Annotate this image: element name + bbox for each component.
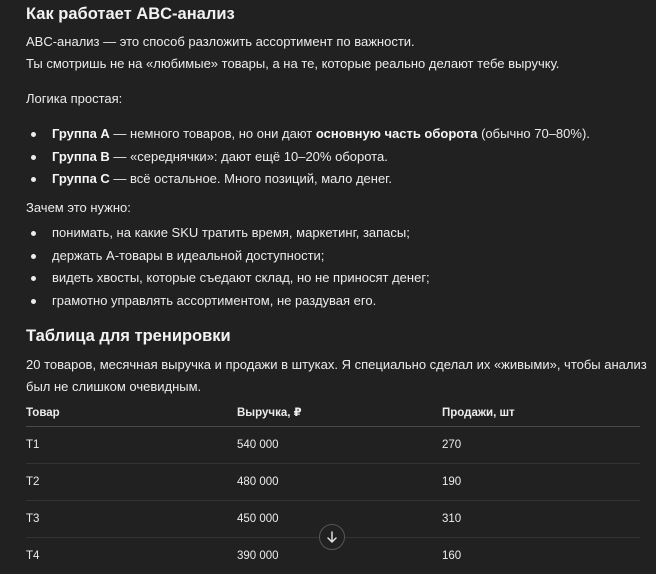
column-header-revenue: Выручка, ₽ (237, 407, 302, 419)
cell-sales: 160 (442, 550, 462, 562)
section-title-abc: Как работает ABC-анализ (26, 5, 235, 23)
cell-product: T3 (26, 513, 40, 525)
bullet-icon (31, 155, 36, 160)
group-text: — «середнячки»: дают ещё 10–20% оборота. (109, 148, 388, 164)
why-list (26, 222, 430, 312)
why-item-text: понимать, на какие SKU тратить время, маркетинг, запасы; (52, 225, 410, 240)
list-item-group-a (26, 123, 590, 146)
list-item (26, 290, 430, 313)
bullet-icon (31, 299, 36, 304)
column-header-sales: Продажи, шт (442, 407, 515, 419)
bullet-icon (31, 132, 36, 137)
table-row (26, 464, 640, 501)
cell-revenue: 450 000 (237, 513, 279, 525)
list-item-group-b (26, 146, 590, 169)
group-text: — всё остальное. Много позиций, мало денег. (109, 171, 392, 186)
cell-revenue: 540 000 (237, 439, 279, 451)
list-item (26, 267, 430, 290)
list-item (26, 222, 430, 245)
list-item (26, 245, 430, 268)
table-desc-line-2: был не слишком очевидным. (26, 379, 202, 394)
group-text-after: (обычно 70–80%). (477, 126, 590, 141)
bullet-icon (31, 254, 36, 259)
cell-product: T2 (26, 476, 40, 488)
why-item-text: держать A-товары в идеальной доступности; (52, 247, 325, 263)
group-name: Группа A (52, 126, 110, 141)
logic-label: Логика простая: (26, 91, 123, 106)
bullet-icon (31, 276, 36, 281)
list-item-group-c (26, 168, 590, 191)
group-text: — немного товаров, но они дают (109, 126, 316, 141)
why-item-text: видеть хвосты, которые съедают склад, но не приносят денег; (52, 270, 430, 285)
cell-product: T1 (26, 439, 40, 451)
bullet-icon (31, 231, 36, 236)
table-desc-line-1: 20 товаров, месячная выручка и продажи в штуках. Я специально сделал их «живыми», чтобы анализ (26, 357, 647, 372)
bullet-icon (31, 177, 36, 182)
intro-line-1: ABC-анализ — это способ разложить ассортимент по важности. (26, 34, 415, 49)
cell-sales: 310 (442, 513, 462, 525)
why-item-text: грамотно управлять ассортиментом, не раздувая его. (52, 292, 377, 308)
column-header-product: Товар (26, 407, 60, 419)
cell-sales: 270 (442, 439, 462, 451)
arrow-down-icon (325, 530, 339, 544)
cell-revenue: 390 000 (237, 550, 279, 562)
cell-sales: 190 (442, 476, 462, 488)
table-row (26, 427, 640, 464)
intro-line-2: Ты смотришь не на «любимые» товары, а на те, которые реально делают тебе выручку. (26, 56, 560, 71)
group-name: Группа B (52, 148, 110, 164)
groups-list (26, 123, 590, 191)
scroll-to-bottom-button[interactable] (319, 524, 345, 550)
cell-revenue: 480 000 (237, 476, 279, 488)
cell-product: T4 (26, 550, 40, 562)
why-label: Зачем это нужно: (26, 200, 131, 215)
group-emphasis: основную часть оборота (315, 126, 478, 141)
table-header-row (26, 400, 640, 427)
group-name: Группа C (52, 171, 110, 186)
section-title-table: Таблица для тренировки (26, 327, 231, 345)
